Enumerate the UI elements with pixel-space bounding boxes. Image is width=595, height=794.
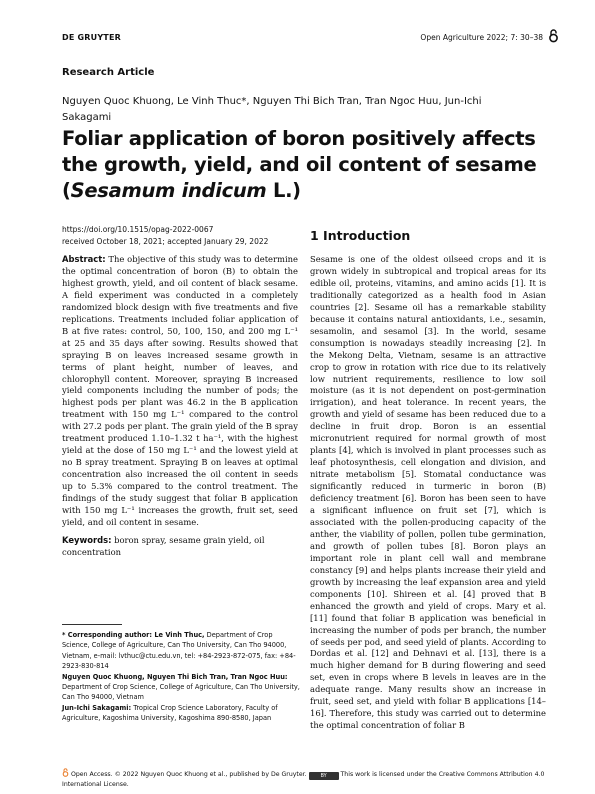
affil-group2-label: Jun-Ichi Sakagami: <box>62 703 132 712</box>
keywords <box>62 534 298 558</box>
doi-link[interactable]: https://doi.org/10.1515/opag-2022-0067 <box>62 225 214 234</box>
cc-by-badge-icon[interactable] <box>309 772 339 780</box>
open-access-icon <box>548 29 559 43</box>
article-type: Research Article <box>62 67 155 78</box>
abstract <box>62 254 298 529</box>
affil-group2-text: Tropical Crop Science Laboratory, Faculty of Agriculture, Kagoshima University, Kagoshima 890-8580, Japan <box>62 703 278 723</box>
license-footer <box>62 768 552 790</box>
abstract-label: Abstract: <box>62 254 106 264</box>
introduction-text: Sesame is one of the oldest oilseed crops and it is grown widely in subtropical and tropical areas for its edible oil, proteins, vitamins, and amino acids [1]. It is traditionally categorized as a health food in Asian countries [2]. Sesame oil has a remarkable stability because it contains natural antioxidants, i.e., sesamin, sesamolin, and sesamol [3]. In the world, sesame consumption is nowadays steadily increasing [2]. In the Mekong Delta, Vietnam, sesame is an attractive crop to grow in rotation with rice due to its relatively low nutrient requirements, resilience to low soil moisture (as it is not dependent on post-germination irrigation), and heat tolerance. In recent years, the growth and yield of sesame has been reduced due to a decline in fruit drop. Boron is an essential micronutrient required for normal growth of most plants [4], which is involved in plant processes such as leaf photosynthesis, cell elongation and division, and nitrate metabolism [5]. Stomatal conductance was significantly reduced in turmeric in boron (B) deficiency treatment [6]. Boron has been seen to have a significant influence on fruit set [7], which is associated with the pollen-producing capacity of the anther, the viability of pollen, pollen tube germination, and growth of pollen tubes [8]. Boron plays an important role in plant cell wall and membrane constancy [9] and helps plants increase their yield and growth by increasing the leaf expansion area and yield components [10]. Shireen et al. [4] proved that B enhanced the growth and yield of crops. Mary et al. [11] found that foliar B application was beneficial in increasing the number of pods per branch, the number of seeds per pod, and seed yield of plants. According to Dordas et al. [12] and Dehnavi et al. [13], there is a much higher demand for B during flowering and seed set, even in crops where B levels in leaves are in the adequate range. Many results show an increase in fruit, seed set, and yield with foliar B applications [14–16]. Therefore, this study was carried out to determine the optimal concentration of foliar B <box>310 254 546 731</box>
license-statement: This work is licensed under the Creative Commons Attribution 4.0 International License. <box>62 771 545 788</box>
received-dates: received October 18, 2021; accepted January 29, 2022 <box>62 237 269 246</box>
keywords-label: Keywords: <box>62 535 112 545</box>
affil-group1-text: Department of Crop Science, College of Agriculture, Can Tho University, Can Tho 94000, Vietnam <box>62 683 300 702</box>
open-access-statement: Open Access. © 2022 Nguyen Quoc Khuong et al., published by De Gruyter. <box>70 771 307 778</box>
cc-badge-text: BY <box>320 773 327 779</box>
author-list: Nguyen Quoc Khuong, Le Vinh Thuc*, Nguyen Thi Bich Tran, Tran Ngoc Huu, Jun-Ichi Sakagami <box>62 96 482 123</box>
open-access-small-icon <box>62 768 69 777</box>
keywords-text: boron spray, sesame grain yield, oil concentration <box>62 535 265 557</box>
correspondence-note <box>62 630 302 724</box>
footnote-divider <box>62 624 122 625</box>
affil-group1-label: Nguyen Quoc Khuong, Nguyen Thi Bich Tran, Tran Ngoc Huu: <box>62 672 288 681</box>
article-title <box>62 126 552 204</box>
corr-text: Department of Crop Science, College of Agriculture, Can Tho University, Can Tho 94000, Vietnam, e-mail: lvthuc@ctu.edu.vn, tel: +84-2923-872-075, fax: +84-2923-830-814 <box>62 631 296 671</box>
abstract-text: The objective of this study was to determine the optimal concentration of boron (B) to obtain the highest growth, yield, and oil content of black sesame. A field experiment was conducted in a completely randomized block design with five treatments and five replications. Treatments included foliar application of B at five rates: control, 50, 100, 150, and 200 mg L⁻¹ at 25 and 35 days after sowing. Results showed that spraying B on leaves increased sesame growth in terms of plant height, number of leaves, and chlorophyll content. Moreover, spraying B increased yield components including the number of pods; the highest pods per plant was 46.2 in the B application treatment with 150 mg L⁻¹ compared to the control with 27.2 pods per plant. The grain yield of the B spray treatment produced 1.10–1.32 t ha⁻¹, with the highest yield at the dose of 150 mg L⁻¹ and the lowest yield at no B spray treatment. Spraying B on leaves at optimal concentration also increased the oil content in seeds up to 5.3% compared to the control treatment. The findings of the study suggest that foliar B application with 150 mg L⁻¹ increases the growth, fruit set, seed yield, and oil content in sesame. <box>62 254 298 527</box>
publisher-name: DE GRUYTER <box>62 33 121 42</box>
journal-citation: Open Agriculture 2022; 7: 30–38 <box>420 33 543 42</box>
corr-label: * Corresponding author: Le Vinh Thuc, <box>62 631 205 639</box>
title-main: Foliar application of boron positively affects the growth, yield, and oil content of sesame ( <box>62 127 537 202</box>
title-end: L.) <box>266 179 301 202</box>
section-heading-introduction: 1 Introduction <box>310 228 411 243</box>
title-species: Sesamum indicum <box>70 179 267 202</box>
